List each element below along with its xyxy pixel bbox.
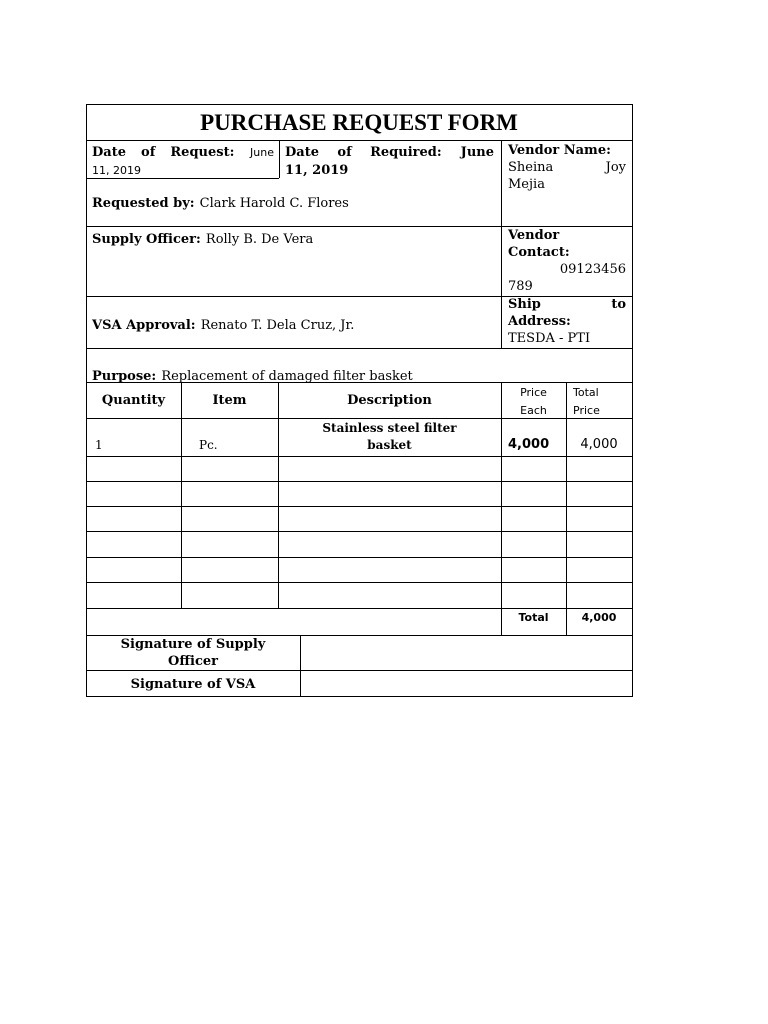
date-of-request-value-1: June xyxy=(250,146,275,159)
requested-by-value: Clark Harold C. Flores xyxy=(199,196,349,211)
header-total-price-1: Total xyxy=(573,386,599,399)
divider xyxy=(86,608,633,609)
header-total-price xyxy=(573,384,631,420)
date-of-request-label: Date of Request xyxy=(92,145,230,160)
ship-label: Ship xyxy=(508,297,541,312)
divider xyxy=(86,557,633,558)
vendor-name-last: Mejia xyxy=(508,177,545,192)
divider xyxy=(86,481,633,482)
total-label: Total xyxy=(518,611,549,624)
divider xyxy=(86,506,633,507)
vendor-name-first: Sheina xyxy=(508,160,554,175)
row-quantity: 1 xyxy=(95,438,103,452)
row-description xyxy=(278,420,501,454)
ship-to-address xyxy=(508,296,626,347)
header-price-each-2: Each xyxy=(520,404,547,417)
header-description: Description xyxy=(347,393,432,408)
date-required xyxy=(285,142,494,180)
divider xyxy=(501,140,502,348)
vendor-contact-label-2: Contact: xyxy=(508,245,570,260)
header-total-price-2: Price xyxy=(573,404,600,417)
date-required-value-2: 11, 2019 xyxy=(285,163,349,178)
purpose-value: Replacement of damaged filter basket xyxy=(161,369,413,384)
divider xyxy=(181,382,182,608)
date-of-request-value-2: 11, 2019 xyxy=(92,164,141,177)
row-description-1: Stainless steel filter xyxy=(322,421,457,435)
row-description-2: basket xyxy=(367,438,412,452)
row-total-price: 4,000 xyxy=(580,437,618,452)
signature-vsa-field[interactable] xyxy=(301,671,632,696)
purpose-label: Purpose: xyxy=(92,369,157,384)
vendor-name xyxy=(508,142,626,193)
row-price-each: 4,000 xyxy=(508,437,550,452)
supply-officer xyxy=(92,228,492,247)
divider xyxy=(86,348,633,349)
vsa-approval-value: Renato T. Dela Cruz, Jr. xyxy=(200,318,355,333)
signature-supply-officer-label-1: Signature of Supply xyxy=(120,637,266,652)
requested-by-label: Requested by: xyxy=(92,196,195,211)
date-required-label: Date of Required: xyxy=(285,145,442,160)
vendor-name-middle: Joy xyxy=(605,160,626,175)
divider xyxy=(86,456,633,457)
date-of-request: Date of Request: June 11, 2019 xyxy=(92,142,274,180)
date-required-value-1: June xyxy=(460,145,494,160)
requested-by xyxy=(92,192,492,211)
signature-supply-officer-label xyxy=(86,636,300,670)
signature-vsa-label: Signature of VSA xyxy=(130,677,256,692)
signature-supply-officer-field[interactable] xyxy=(301,636,632,669)
row-item: Pc. xyxy=(199,438,218,452)
to-label: to xyxy=(611,297,626,312)
header-item: Item xyxy=(212,393,247,408)
vendor-name-label: Vendor Name: xyxy=(508,143,611,158)
vsa-approval-label: VSA Approval: xyxy=(92,318,196,333)
signature-supply-officer-label-2: Officer xyxy=(168,654,218,669)
purpose xyxy=(92,365,622,384)
supply-officer-value: Rolly B. De Vera xyxy=(205,232,314,247)
form-title: PURCHASE REQUEST FORM xyxy=(200,110,518,135)
ship-to-label-2: Address: xyxy=(508,314,571,329)
supply-officer-label: Supply Officer: xyxy=(92,232,201,247)
header-price-each xyxy=(501,384,566,420)
total-value: 4,000 xyxy=(581,611,617,624)
header-price-each-1: Price xyxy=(520,386,547,399)
purchase-request-form xyxy=(86,104,632,696)
ship-to-value: TESDA - PTI xyxy=(508,331,591,346)
divider xyxy=(279,140,280,178)
vendor-contact xyxy=(508,227,626,295)
header-quantity: Quantity xyxy=(101,393,166,408)
divider xyxy=(278,382,279,608)
vsa-approval xyxy=(92,314,492,333)
vendor-contact-value-2: 789 xyxy=(508,279,533,294)
table-row xyxy=(86,418,632,456)
divider xyxy=(86,140,633,141)
vendor-contact-label-1: Vendor xyxy=(508,228,560,243)
divider xyxy=(86,531,633,532)
divider xyxy=(86,582,633,583)
vendor-contact-value-1: 09123456 xyxy=(559,262,626,277)
